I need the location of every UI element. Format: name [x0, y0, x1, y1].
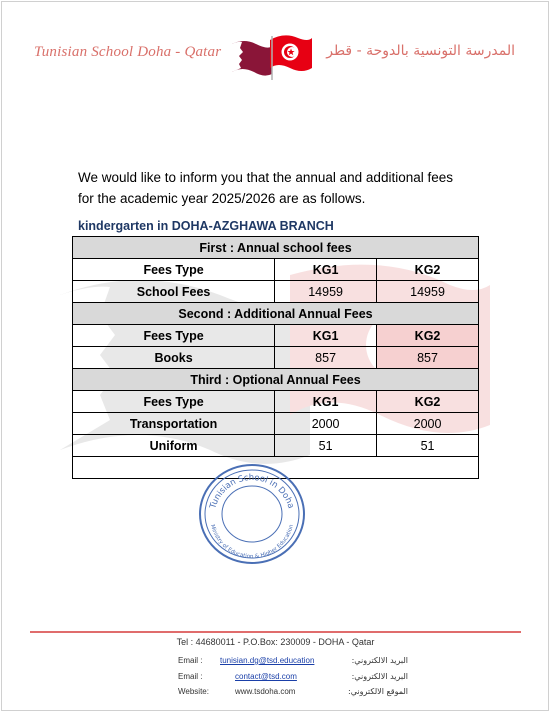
footer-label-arabic: البريد الالكتروني: [351, 656, 408, 665]
svg-text:Tunisian School in Doha [208, 473, 296, 511]
footer-label-arabic: البريد الالكتروني: [351, 672, 408, 681]
footer-label: Website: [178, 687, 209, 696]
row-kg2-value: 14959 [377, 281, 479, 303]
col-kg2: KG2 [377, 259, 479, 281]
table-row [73, 413, 479, 435]
school-name-english: Tunisian School Doha - Qatar [34, 44, 222, 60]
footer-website-row [178, 687, 408, 699]
footer-label-arabic: الموقع الالكتروني: [348, 687, 408, 696]
footer-email-link[interactable]: contact@tsd.com [235, 672, 297, 681]
footer-website-link[interactable]: www.tsdoha.com [235, 687, 296, 696]
col-fees-type: Fees Type [73, 391, 275, 413]
row-kg1-value: 857 [275, 347, 377, 369]
row-label: Uniform [73, 435, 275, 457]
col-kg1: KG1 [275, 259, 377, 281]
footer-contact-line: Tel : 44680011 - P.O.Box: 230009 - DOHA - Qatar [176, 637, 375, 647]
row-kg2-value: 51 [377, 435, 479, 457]
intro-line-1: We would like to inform you that the annual and additional fees [78, 170, 453, 185]
footer-email-link[interactable]: tunisian.dg@tsd.education [220, 656, 315, 665]
col-fees-type: Fees Type [73, 325, 275, 347]
footer-email-row [178, 656, 408, 668]
table-row [73, 347, 479, 369]
col-fees-type: Fees Type [73, 259, 275, 281]
row-kg1-value: 2000 [275, 413, 377, 435]
col-kg1: KG1 [275, 325, 377, 347]
stamp-bottom-text: Ministry of Education & Higher Education [208, 523, 295, 561]
table-row [73, 281, 479, 303]
row-label: Books [73, 347, 275, 369]
row-kg1-value: 51 [275, 435, 377, 457]
col-kg2: KG2 [377, 391, 479, 413]
row-label: School Fees [73, 281, 275, 303]
row-kg2-value: 2000 [377, 413, 479, 435]
flags-emblem-icon [228, 30, 314, 80]
column-header-row [73, 391, 479, 413]
column-header-row [73, 325, 479, 347]
section-title-optional: Third : Optional Annual Fees [73, 369, 479, 391]
section-title-annual: First : Annual school fees [73, 237, 479, 259]
footer-divider [30, 631, 521, 633]
section-title-additional: Second : Additional Annual Fees [73, 303, 479, 325]
row-label: Transportation [73, 413, 275, 435]
school-name-arabic: المدرسة التونسية بالدوحة - قطر [326, 43, 515, 59]
col-kg2: KG2 [377, 325, 479, 347]
footer-label: Email : [178, 656, 203, 665]
column-header-row [73, 259, 479, 281]
footer-label: Email : [178, 672, 203, 681]
official-stamp [196, 462, 308, 566]
fees-table [72, 236, 479, 479]
stamp-top-text: Tunisian School in Doha [208, 472, 296, 510]
section-header-row [73, 369, 479, 391]
section-header-row [73, 237, 479, 259]
footer-email-row [178, 672, 408, 684]
intro-paragraph [78, 167, 478, 209]
row-kg2-value: 857 [377, 347, 479, 369]
branch-title: kindergarten in DOHA-AZGHAWA BRANCH [78, 219, 334, 233]
intro-line-2: for the academic year 2025/2026 are as follows. [78, 191, 366, 206]
section-header-row [73, 303, 479, 325]
row-kg1-value: 14959 [275, 281, 377, 303]
col-kg1: KG1 [275, 391, 377, 413]
table-row [73, 435, 479, 457]
